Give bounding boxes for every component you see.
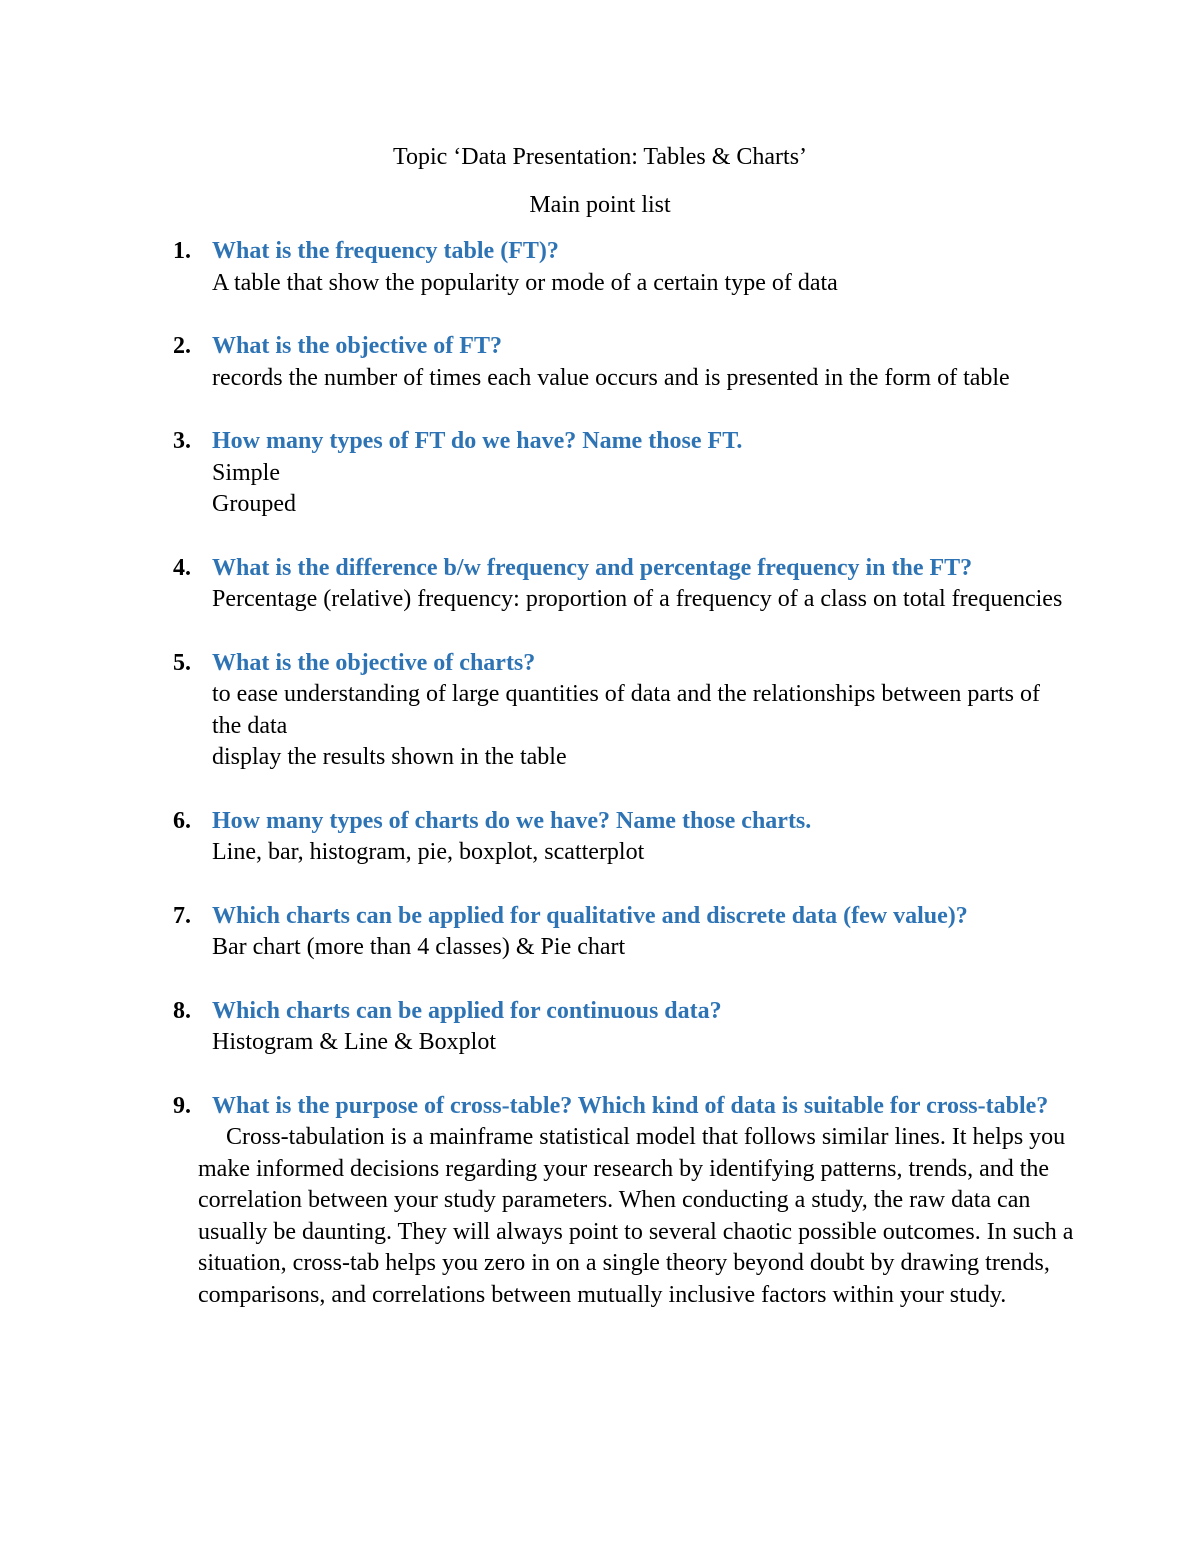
list-item xyxy=(0,648,1200,774)
question-heading: What is the frequency table (FT)? xyxy=(212,238,559,264)
answer-paragraph xyxy=(198,1122,1078,1311)
list-item xyxy=(0,553,1200,616)
item-number: 3. xyxy=(173,428,191,454)
list-item xyxy=(0,996,1200,1059)
question-heading: What is the objective of charts? xyxy=(212,649,536,676)
answer-text: records the number of times each value occurs and is presented in the form of table xyxy=(212,364,1010,391)
item-number: 5. xyxy=(173,649,191,676)
answer-text: to ease understanding of large quantities of data and the relationships between parts of the data xyxy=(212,681,1040,739)
answer-paragraph-text: Cross-tabulation is a mainframe statistical model that follows similar lines. It helps you make informed decisions regarding your research by identifying patterns, trends, and the correlation between your study parameters. When conducting a study, the raw data can usually be daunting. They will always point to several chaotic possible outcomes. In such a situation, cross-tab helps you zero in on a single theory beyond doubt by drawing trends, comparisons, and correlations between mutually inclusive factors within your study. xyxy=(198,1124,1074,1308)
item-number: 4. xyxy=(173,554,191,581)
list-item xyxy=(0,1091,1200,1312)
title-block xyxy=(0,140,1200,236)
item-number: 2. xyxy=(173,333,191,359)
question-heading: What is the purpose of cross-table? Which kind of data is suitable for cross-table? xyxy=(212,1092,1049,1119)
item-number: 9. xyxy=(173,1092,191,1119)
list-item xyxy=(0,426,1200,521)
item-number: 8. xyxy=(173,997,191,1024)
answer-text: A table that show the popularity or mode of a certain type of data xyxy=(212,269,838,296)
answer-text: Percentage (relative) frequency: proportion of a frequency of a class on total frequencies xyxy=(212,586,1063,612)
question-heading: Which charts can be applied for continuous data? xyxy=(212,997,722,1024)
question-heading: How many types of FT do we have? Name those FT. xyxy=(212,428,743,454)
question-heading: What is the difference b/w frequency and percentage frequency in the FT? xyxy=(212,554,973,581)
item-number: 7. xyxy=(173,902,191,929)
question-list xyxy=(0,236,1200,1343)
list-item xyxy=(0,331,1200,394)
page-title: Topic ‘Data Presentation: Tables & Charts’ xyxy=(392,144,808,170)
answer-text: Bar chart (more than 4 classes) & Pie chart xyxy=(212,934,626,960)
item-number: 6. xyxy=(173,807,191,834)
answer-text: Simple xyxy=(212,459,281,486)
answer-text: Histogram & Line & Boxplot xyxy=(212,1029,496,1055)
answer-text: Grouped xyxy=(212,491,296,517)
question-heading: Which charts can be applied for qualitative and discrete data (few value)? xyxy=(212,902,968,929)
answer-text: Line, bar, histogram, pie, boxplot, scatterplot xyxy=(212,839,645,865)
page-subtitle: Main point list xyxy=(529,192,671,218)
list-item xyxy=(0,806,1200,869)
list-item xyxy=(0,236,1200,299)
answer-text: display the results shown in the table xyxy=(212,744,567,770)
question-heading: How many types of charts do we have? Name those charts. xyxy=(212,807,812,834)
list-item xyxy=(0,901,1200,964)
question-heading: What is the objective of FT? xyxy=(212,333,502,359)
item-number: 1. xyxy=(173,238,191,264)
